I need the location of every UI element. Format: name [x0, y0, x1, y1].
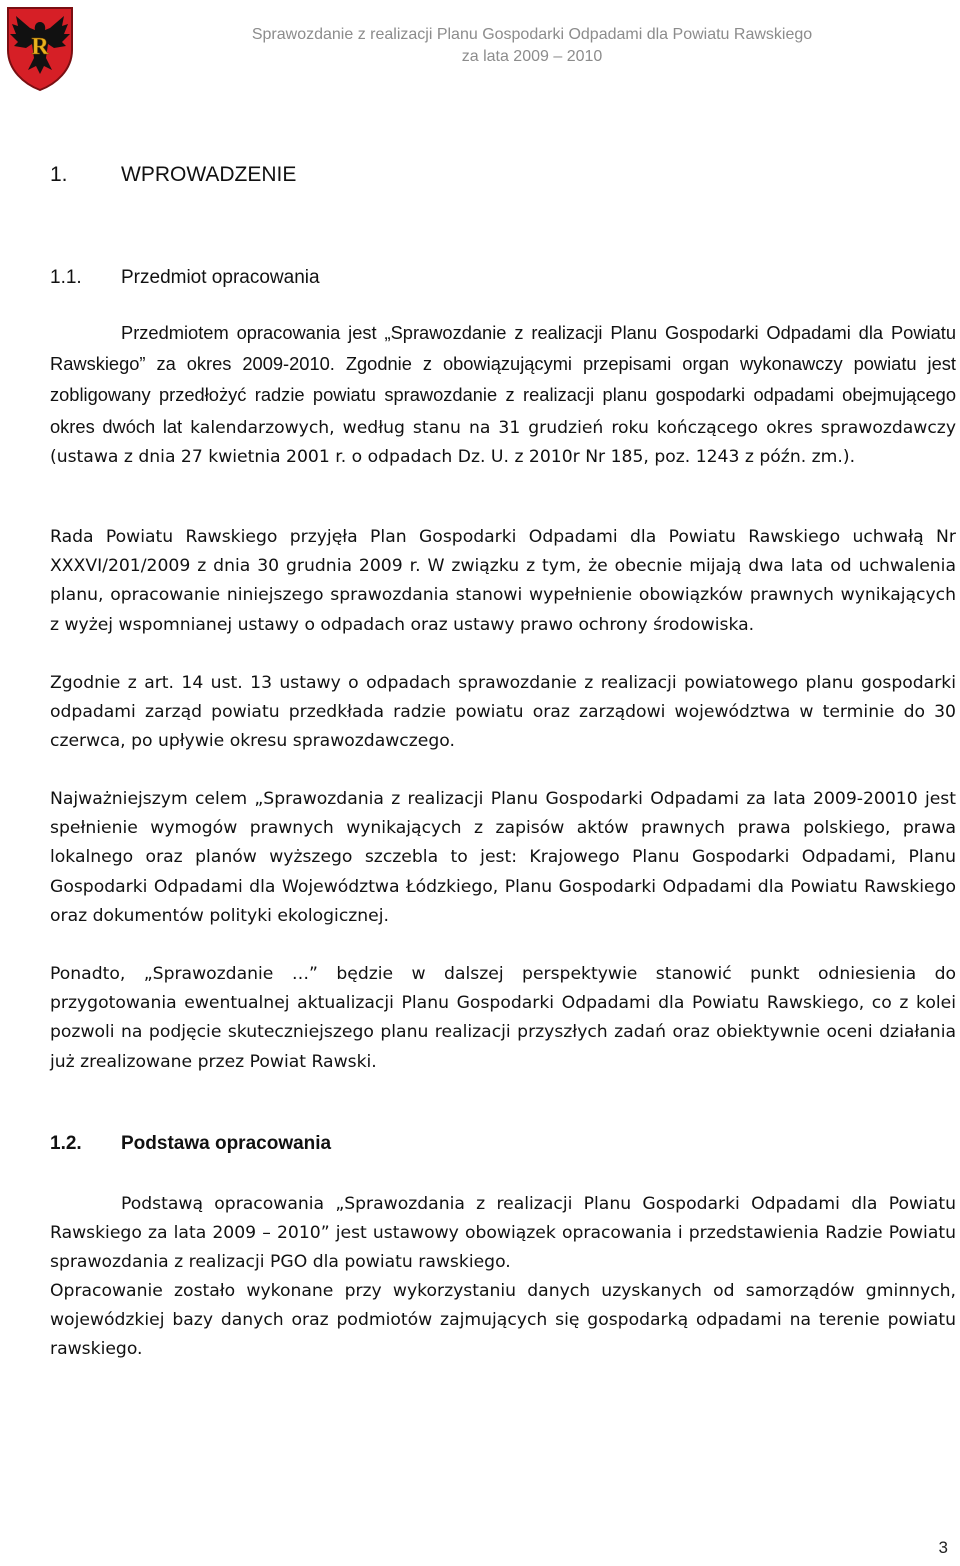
section-number: 1.: [50, 163, 68, 186]
paragraph-subject: [50, 318, 956, 472]
page-number: 3: [938, 1538, 948, 1557]
paragraph-data-sources: Opracowanie zostało wykonane przy wykorzystaniu danych uzyskanych od samorządów gminnych, wojewódzkiej bazy danych oraz podmiotów zajmujących się gospodarką odpadami na terenie powiatu rawskiego.: [50, 1281, 956, 1360]
running-header: [120, 24, 944, 68]
header-line-1: Sprawozdanie z realizacji Planu Gospodarki Odpadami dla Powiatu Rawskiego: [251, 26, 813, 43]
header-line-2: za lata 2009 – 2010: [461, 48, 603, 65]
paragraph-moreover: Ponadto, „Sprawozdanie …” będzie w dalszej perspektywie stanowić punkt odniesienia do przygotowania ewentualnej aktualizacji Planu Gospodarki Odpadami dla Powiatu Rawskiego, co z kolei pozwoli na podjęcie skuteczniejszego planu realizacji przyszłych zadań oraz obiektywnie oceni działania już zrealizowane przez Powiat Rawski.: [50, 964, 956, 1072]
section-heading-1: [50, 162, 296, 188]
paragraph-council-resolution: Rada Powiatu Rawskiego przyjęła Plan Gospodarki Odpadami dla Powiatu Rawskiego uchwałą Nr XXXVI/201/2009 z dnia 30 grudnia 2009 r. W związku z tym, że obecnie mijają dwa lata od uchwalenia planu, opracowanie niniejszego sprawozdania stanowi wypełnienie obowiązków prawnych wynikających z wyżej wspomnianej ustawy o odpadach oraz ustawy prawo ochrony środowiska.: [50, 527, 956, 635]
paragraph-basis-text: Podstawą opracowania „Sprawozdania z realizacji Planu Gospodarki Odpadami dla Powiatu Rawskiego za lata 2009 – 2010” jest ustawowy obowiązek opracowania i przedstawienia Radzie Powiatu sprawozdania z realizacji PGO dla powiatu rawskiego.: [50, 1194, 956, 1273]
paragraph-main-goal: Najważniejszym celem „Sprawozdania z realizacji Planu Gospodarki Odpadami za lata 2009-20010 jest spełnienie wymogów prawnych wynikających z zapisów aktów prawnych prawa polskiego, prawa lokalnego oraz planów wyższego szczebla to jest: Krajowego Planu Gospodarki Odpadami, Planu Gospodarki Odpadami dla Województwa Łódzkiego, Planu Gospodarki Odpadami dla Powiatu Rawskiego oraz dokumentów polityki ekologicznej.: [50, 789, 956, 926]
subsection-title: Przedmiot opracowania: [121, 267, 320, 288]
paragraph-art14: Zgodnie z art. 14 ust. 13 ustawy o odpadach sprawozdanie z realizacji powiatowego planu gospodarki odpadami zarząd powiatu przedkłada radzie powiatu oraz zarządowi województwa w terminie do 30 czerwca, po upływie okresu sprawozdawczego.: [50, 673, 956, 752]
subsection-heading-1-1: [50, 266, 320, 290]
paragraph-basis: [50, 1190, 956, 1278]
paragraph-subject-arial: Przedmiotem opracowania jest „Sprawozdanie z realizacji Planu Gospodarki Odpadami dla Powiatu Rawskiego” za okres 2009-2010. Zgodnie z obowiązującymi przepisami organ wykonawczy powiatu jest zobligowany przedłożyć radzie powiatu sprawozdanie z realizacji planu gospodarki odpadami obejmującego okres dwóch lat: [50, 322, 956, 437]
subsection-number: 1.2.: [50, 1133, 82, 1154]
subsection-title: Podstawa opracowania: [121, 1133, 332, 1154]
section-title: WPROWADZENIE: [121, 163, 297, 186]
county-coat-of-arms-icon: [4, 4, 76, 92]
svg-text:R: R: [31, 34, 49, 60]
subsection-number: 1.1.: [50, 267, 82, 288]
subsection-heading-1-2: [50, 1132, 331, 1156]
paragraph-subject-rest: kalendarzowych, według stanu na 31 grudzień roku kończącego okres sprawozdawczy (ustawa z dnia 27 kwietnia 2001 r. o odpadach Dz. U. z 2010r Nr 185, poz. 1243 z późn. zm.).: [50, 417, 956, 467]
